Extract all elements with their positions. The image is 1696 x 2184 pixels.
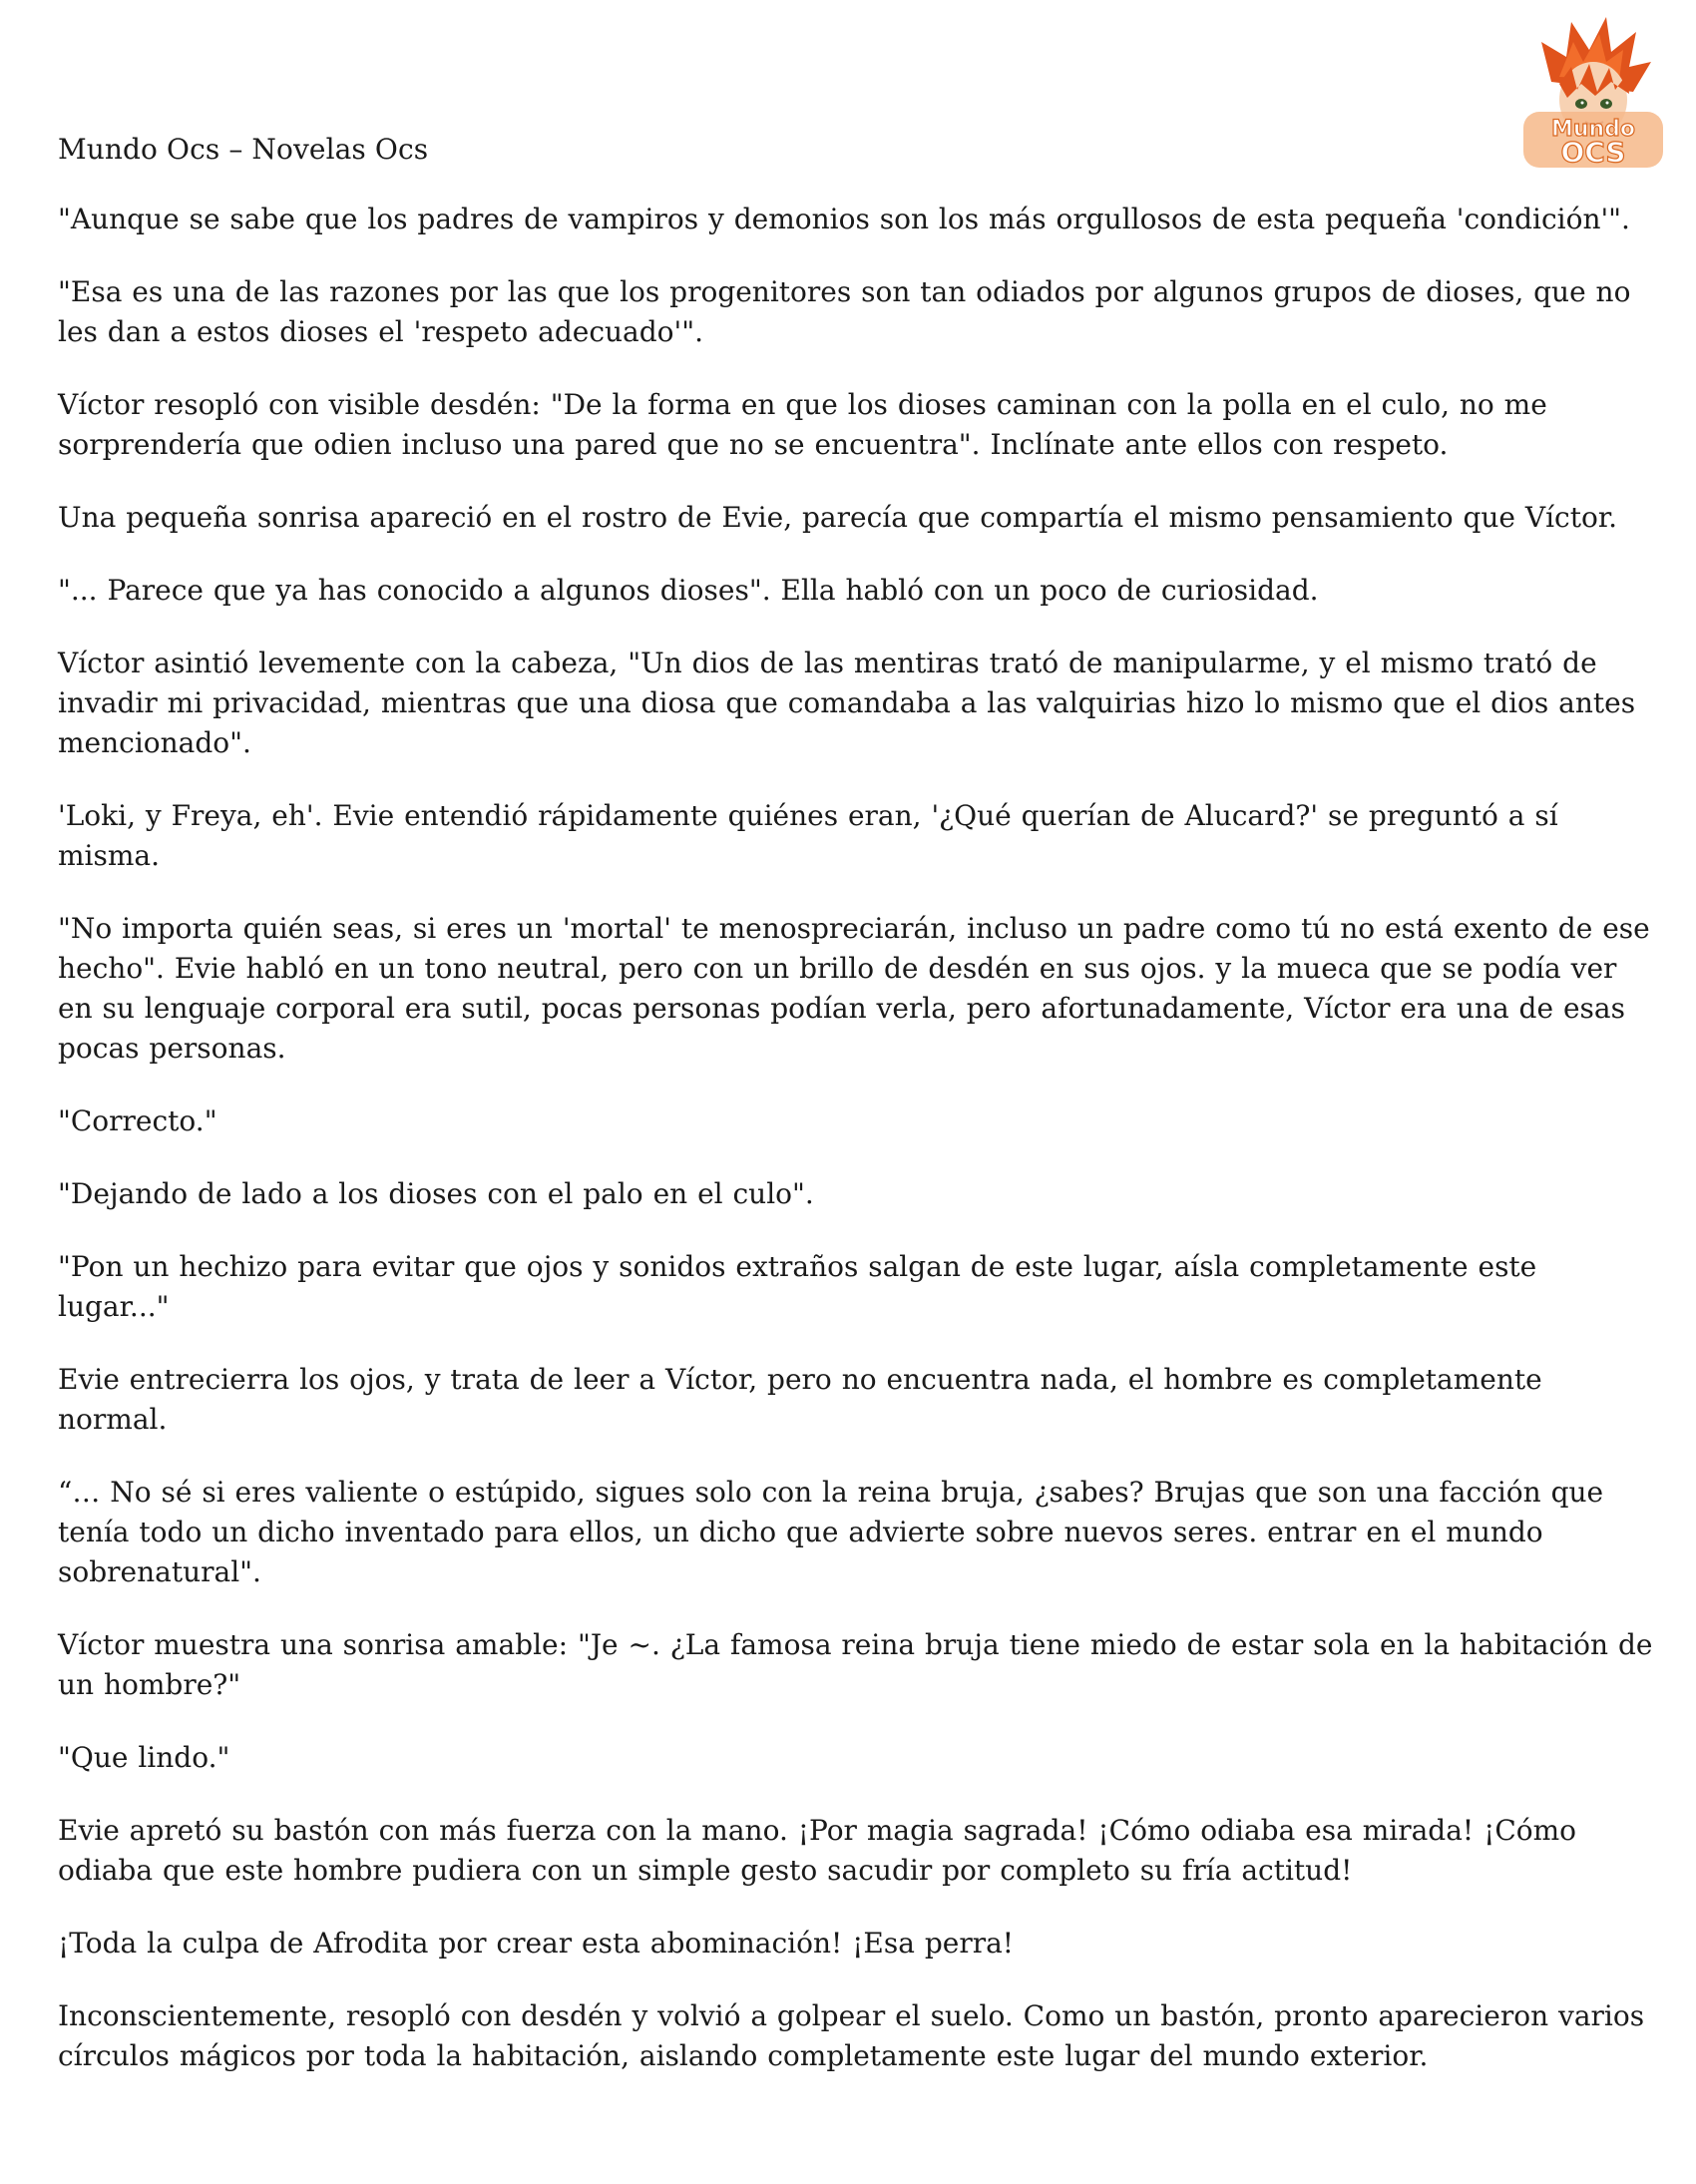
paragraph: "... Parece que ya has conocido a algunos dioses". Ella habló con un poco de curiosidad. [58,574,1319,607]
paragraph: "Aunque se sabe que los padres de vampiros y demonios son los más orgullosos de esta pequeña 'condición'". [58,203,1630,235]
paragraph: Víctor resopló con visible desdén: "De la forma en que los dioses caminan con la polla en el culo, no me sorprendería que odien incluso una pared que no se encuentra". Inclínate ante ellos con respeto. [58,388,1547,461]
paragraph: Inconscientemente, resopló con desdén y volvió a golpear el suelo. Como un bastón, pronto aparecieron varios círculos mágicos por toda la habitación, aislando completamente este lugar del mundo exterior. [58,1999,1645,2072]
svg-text:Mundo: Mundo [1550,117,1636,142]
paragraph: "Esa es una de las razones por las que los progenitores son tan odiados por algunos grupos de dioses, que no les dan a estos dioses el 'respeto adecuado'". [58,275,1631,348]
paragraph: "Pon un hechizo para evitar que ojos y sonidos extraños salgan de este lugar, aísla completamente este lugar..." [58,1250,1537,1323]
paragraph: Víctor asintió levemente con la cabeza, "Un dios de las mentiras trató de manipularme, y el mismo trató de invadir mi privacidad, mientras que una diosa que comandaba a las valquirias hizo lo mismo que el dios antes mencionado". [58,647,1636,759]
paragraph: "Que lindo." [58,1741,230,1774]
paragraph: "No importa quién seas, si eres un 'mortal' te menospreciarán, incluso un padre como tú no está exento de ese hecho". Evie habló en un tono neutral, pero con un brillo de desdén en sus ojos. y la mueca que se podía ver en su lenguaje corporal era sutil, pocas personas podían verla, pero afortunadamente, Víctor era una de esas pocas personas. [58,912,1650,1065]
paragraph: “… No sé si eres valiente o estúpido, sigues solo con la reina bruja, ¿sabes? Brujas que son una facción que tenía todo un dicho inventado para ellos, un dicho que advierte sobre nuevos seres. entrar en el mundo sobrenatural". [58,1476,1604,1588]
paragraph: ¡Toda la culpa de Afrodita por crear esta abominación! ¡Esa perra! [58,1927,1015,1960]
paragraph: "Dejando de lado a los dioses con el palo en el culo". [58,1177,814,1210]
paragraph: Víctor muestra una sonrisa amable: "Je ~. ¿La famosa reina bruja tiene miedo de estar sola en la habitación de un hombre?" [58,1628,1653,1701]
document-body [58,130,1654,2109]
paragraph: Una pequeña sonrisa apareció en el rostro de Evie, parecía que compartía el mismo pensamiento que Víctor. [58,501,1618,534]
site-header-line: Mundo Ocs – Novelas Ocs [58,133,429,166]
paragraph: Evie apretó su bastón con más fuerza con la mano. ¡Por magia sagrada! ¡Cómo odiaba esa mirada! ¡Cómo odiaba que este hombre pudiera con un simple gesto sacudir por completo su fría actitud! [58,1814,1577,1887]
svg-text:OCS: OCS [1560,136,1626,169]
paragraph: 'Loki, y Freya, eh'. Evie entendió rápidamente quiénes eran, '¿Qué querían de Alucard?' se preguntó a sí misma. [58,799,1558,872]
paragraph: Evie entrecierra los ojos, y trata de leer a Víctor, pero no encuentra nada, el hombre es completamente normal. [58,1363,1542,1436]
paragraph: "Correcto." [58,1104,217,1137]
